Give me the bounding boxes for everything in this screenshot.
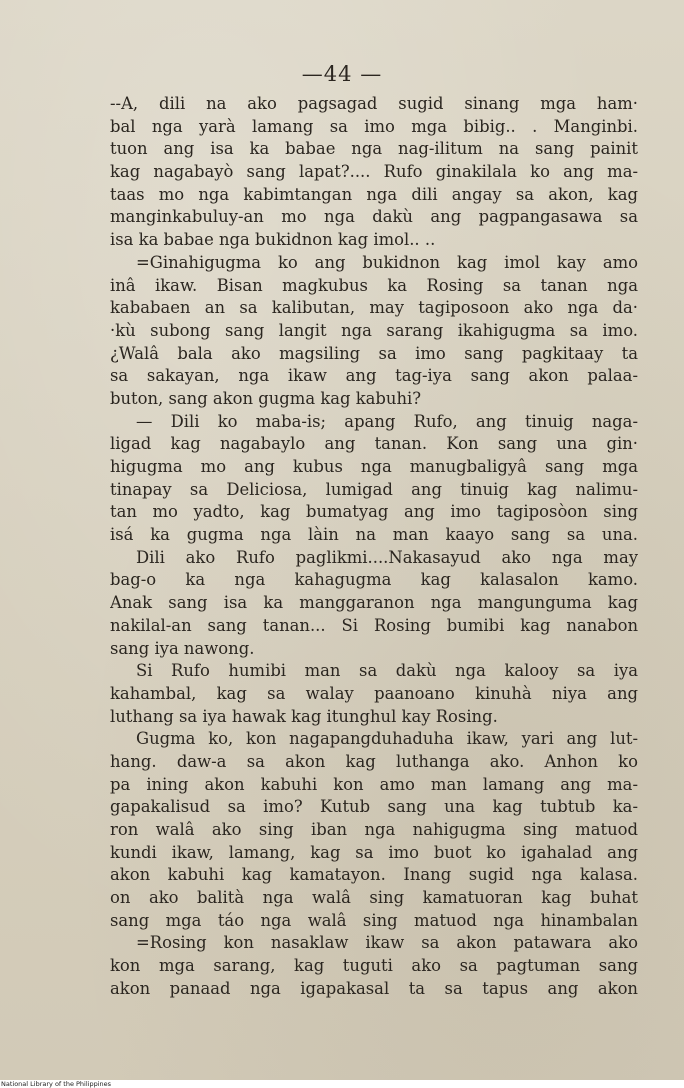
text-line: taas mo nga kabimtangan nga dili angay sa akon, kag (110, 184, 638, 204)
text-line: kag nagabayò sang lapat?.... Rufo ginakilala ko ang ma- (110, 162, 638, 182)
text-line: buton, sang akon gugma kag kabuhi? (110, 388, 422, 408)
text-line: --A, dili na ako pagsagad sugid sinang mga ham· (110, 94, 638, 113)
text-line: inâ ikaw. Bisan magkubus ka Rosing sa tanan nga (110, 275, 638, 295)
text-line: Si Rufo humibi man sa dakù nga kalooy sa iya (136, 661, 638, 681)
body-text (110, 93, 638, 1001)
text-line: Anak sang isa ka manggaranon nga mangunguma kag (110, 593, 638, 613)
text-line: kundi ikaw, lamang, kag sa imo buot ko igahalad ang (110, 842, 638, 862)
text-line: bag-o ka nga kahagugma kag kalasalon kamo. (110, 570, 638, 590)
text-line: kababaen an sa kalibutan, may tagiposoon ako nga da· (110, 298, 638, 318)
text-line: gapakalisud sa imo? Kutub sang una kag tubtub ka- (110, 797, 638, 817)
page-number: —44 — (301, 62, 383, 86)
text-line: sa sakayan, nga ikaw ang tag-iya sang akon palaa- (110, 366, 638, 386)
text-line: nakilal-an sang tanan... Si Rosing bumibi kag nanabon (110, 615, 638, 635)
text-line: ¿Walâ bala ako magsiling sa imo sang pagkitaay ta (110, 343, 638, 363)
text-line: akon kabuhi kag kamatayon. Inang sugid nga kalasa. (110, 865, 638, 885)
footer-credit: National Library of the Philippines (0, 1080, 684, 1088)
text-line: on ako balità nga walâ sing kamatuoran kag buhat (110, 888, 638, 908)
text-line: Gugma ko, kon nagapangduhaduha ikaw, yari ang lut- (136, 729, 638, 749)
text-line: hang. daw-a sa akon kag luthanga ako. Anhon ko (110, 751, 638, 771)
text-line: tinapay sa Deliciosa, lumigad ang tinuig kag nalimu- (110, 479, 638, 499)
text-line: kon mga sarang, kag tuguti ako sa pagtuman sang (110, 956, 638, 976)
text-line: ligad kag nagabaylo ang tanan. Kon sang una gin· (110, 434, 638, 454)
text-line: sang iya nawong. (110, 638, 255, 658)
text-line: isa ka babae nga bukidnon kag imol.. .. (110, 230, 436, 250)
text-line: =Rosing kon nasaklaw ikaw sa akon patawara ako (136, 933, 638, 953)
text-line: pa ining akon kabuhi kon amo man lamang ang ma- (110, 774, 638, 794)
text-line: akon panaad nga igapakasal ta sa tapus ang akon (110, 978, 638, 998)
text-line: sang mga táo nga walâ sing matuod nga hinambalan (110, 910, 638, 930)
text-line: isá ka gugma nga làin na man kaayo sang sa una. (110, 525, 638, 545)
text-line: ·kù subong sang langit nga sarang ikahigugma sa imo. (110, 320, 638, 340)
text-line: tuon ang isa ka babae nga nag-ilitum na sang painit (110, 139, 638, 159)
text-line: tan mo yadto, kag bumatyag ang imo tagiposòon sing (110, 502, 638, 522)
text-line: bal nga yarà lamang sa imo mga bibig.. . Manginbi. (110, 116, 638, 136)
text-line: — Dili ko maba-is; apang Rufo, ang tinuig naga- (136, 411, 638, 431)
text-line: ron walâ ako sing iban nga nahigugma sing matuod (110, 820, 638, 839)
text-line: luthang sa iya hawak kag itunghul kay Rosing. (110, 706, 498, 726)
text-line: kahambal, kag sa walay paanoano kinuhà niya ang (110, 683, 638, 703)
text-line: higugma mo ang kubus nga manugbaligyâ sang mga (110, 457, 638, 476)
text-line: =Ginahigugma ko ang bukidnon kag imol kay amo (136, 252, 638, 272)
text-line: Dili ako Rufo paglikmi....Nakasayud ako nga may (136, 547, 638, 567)
text-line: manginkabuluy-an mo nga dakù ang pagpangasawa sa (110, 207, 638, 227)
